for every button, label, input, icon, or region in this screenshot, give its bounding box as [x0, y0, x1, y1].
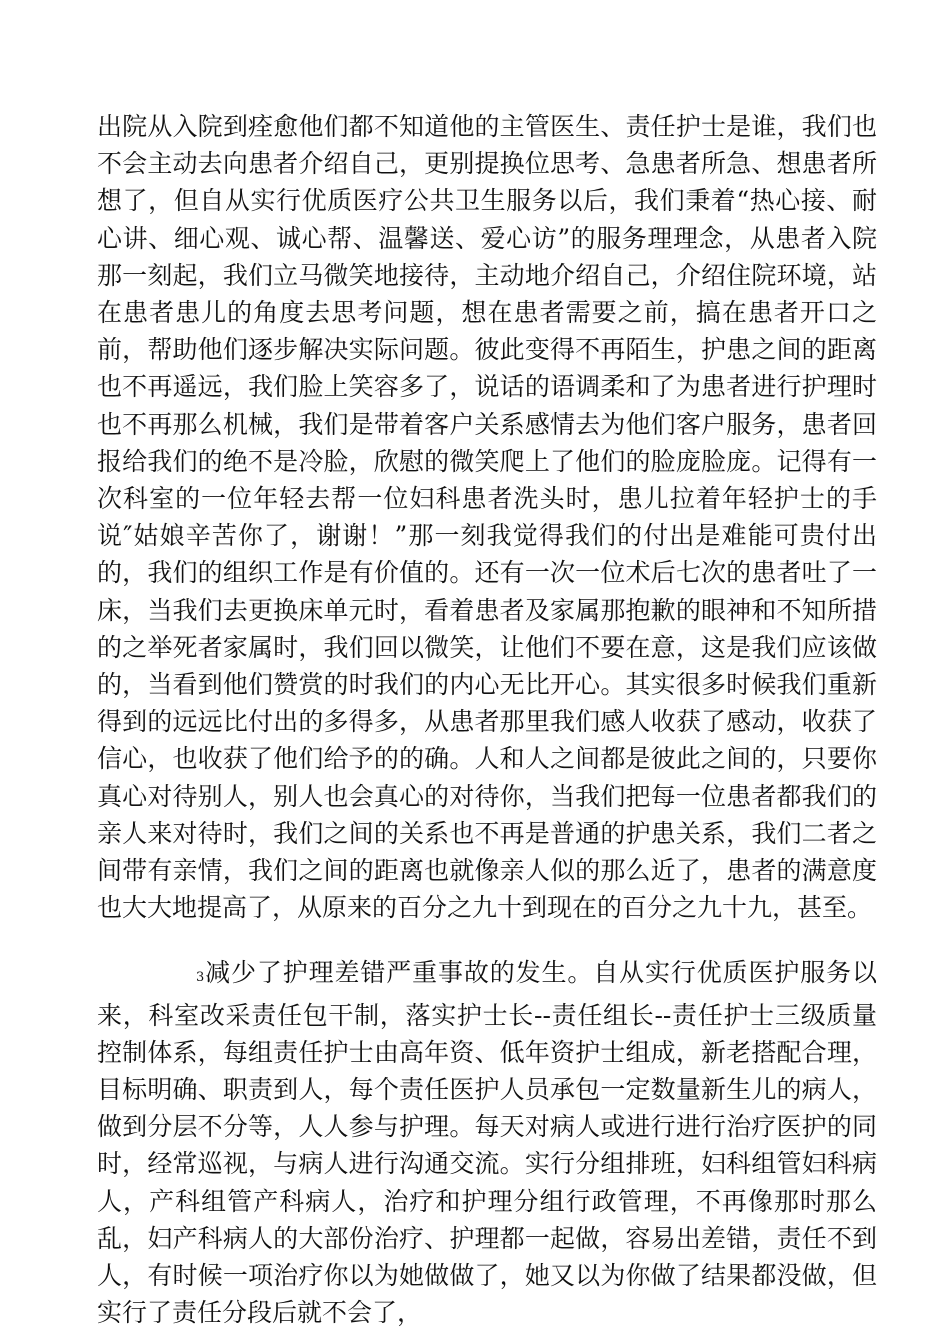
paragraph-error-reduction: [97, 954, 877, 1331]
paragraph-text: 减少了护理差错严重事故的发生。自从实行优质医护服务以来，科室改采责任包干制，落实护士长--责任组长--责任护士三级质量控制体系，每组责任护士由高年资、低年资护士组成，新老搭配合理，目标明确、职责到人，每个责任医护人员承包一定数量新生儿的病人，做到分层不分等，人人参与护理。每天对病人或进行进行治疗医护的同时，经常巡视，与病人进行沟通交流。实行分组排班，妇科组管妇科病人，产科组管产科病人，治疗和护理分组行政管理，不再像那时那么乱，妇产科病人的大部份治疗、护理都一起做，容易出差错，责任不到人，有时候一项治疗你以为她做做了，她又以为你做了结果都没做，但实行了责任分段后就不会了，: [97, 958, 877, 1328]
document-body: [97, 108, 877, 1332]
paragraph-patient-relations: [97, 108, 877, 926]
paragraph-text: 出院从入院到痊愈他们都不知道他的主管医生、责任护士是谁，我们也不会主动去向患者介绍自己，更别提换位思考、急患者所急、想患者所想了，但自从实行优质医疗公共卫生服务以后，我们秉着“热心接、耐心讲、细心观、诚心帮、温馨送、爱心访”的服务理理念，从患者入院那一刻起，我们立马微笑地接待，主动地介绍自己，介绍住院环境，站在患者患儿的角度去思考问题，想在患者需要之前，搞在患者开口之前，帮助他们逐步解决实际问题。彼此变得不再陌生，护患之间的距离也不再遥远，我们脸上笑容多了，说话的语调柔和了为患者进行护理时也不再那么机械，我们是带着客户关系感情去为他们客户服务，患者回报给我们的绝不是冷脸，欣慰的微笑爬上了他们的脸庞脸庞。记得有一次科室的一位年轻去帮一位妇科患者洗头时，患儿拉着年轻护士的手说″姑娘辛苦你了，谢谢！”那一刻我觉得我们的付出是难能可贵付出的，我们的组织工作是有价值的。还有一次一位术后七次的患者吐了一床，当我们去更换床单元时，看着患者及家属那抱歉的眼神和不知所措的之举死者家属时，我们回以微笑，让他们不要在意，这是我们应该做的，当看到他们赞赏的时我们的内心无比开心。其实很多时候我们重新得到的远远比付出的多得多，从患者那里我们感人收获了感动，收获了信心，也收获了他们给予的的确。人和人之间都是彼此之间的，只要你真心对待别人，别人也会真心的对待你，当我们把每一位患者都我们的亲人来对待时，我们之间的关系也不再是普通的护患关系，我们二者之间带有亲情，我们之间的距离也就像亲人似的那么近了，患者的满意度也大大地提高了，从原来的百分之九十到现在的百分之九十九，甚至。: [97, 112, 877, 923]
paragraph-number: 3: [196, 970, 205, 986]
